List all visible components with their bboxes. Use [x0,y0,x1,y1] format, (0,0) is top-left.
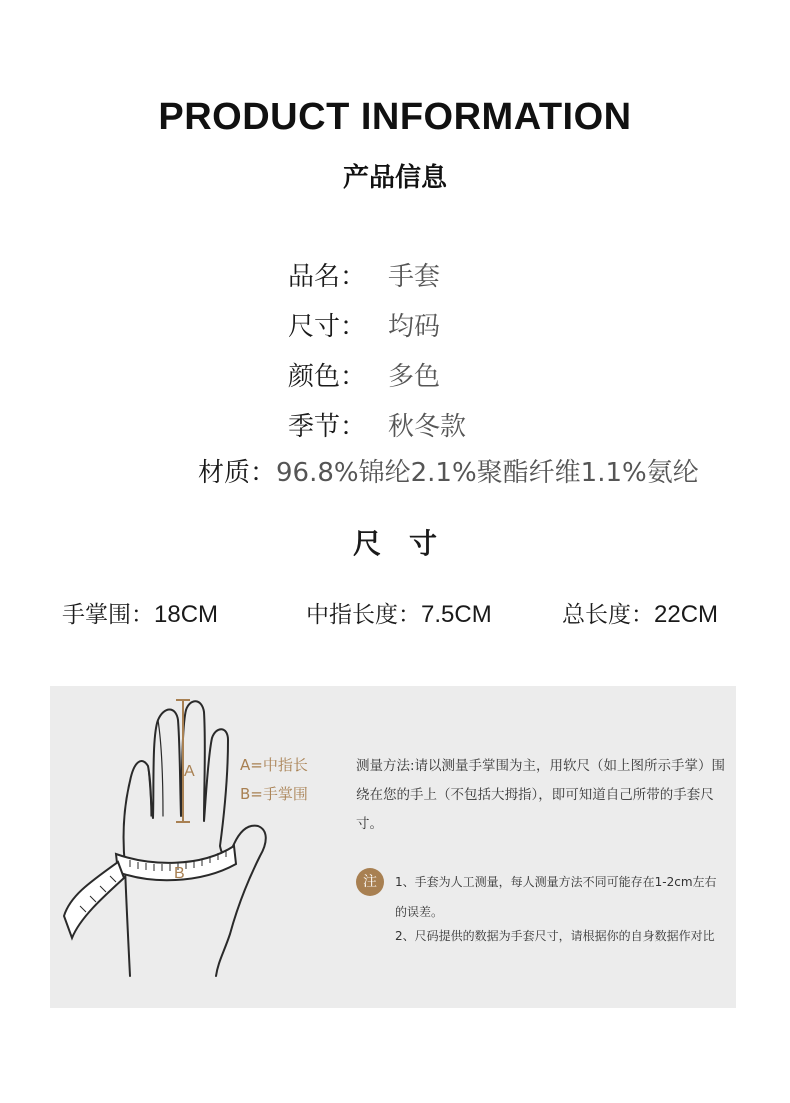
info-row-season [288,406,466,443]
legend-b: B=手掌围 [240,785,308,803]
product-info-list [0,0,790,500]
info-value: 秋冬款 [388,412,467,442]
note-badge: 注 [356,868,384,896]
measure-value: 7.5CM [421,601,492,628]
page-title-cn: 产品信息 [342,163,447,193]
note-2: 2、尺码提供的数据为手套尺寸，请根据你的自身数据作对比 [395,929,715,943]
info-row-color [288,356,440,393]
diagram-mark-b: B [174,865,185,882]
info-row-size [288,306,440,343]
measure-value: 22CM [654,601,719,628]
info-value: 多色 [388,362,441,392]
note-1: 1、手套为人工测量，每人测量方法不同可能存在1-2cm左右的误差。 [395,875,717,919]
measure-value: 18CM [154,601,219,628]
measure-palm [62,596,218,629]
info-row-name [288,256,440,293]
measure-label: 总长度： [562,602,654,628]
info-label: 尺寸： [288,312,367,342]
info-row-material [198,452,699,489]
diagram-mark-a: A [184,763,195,780]
info-value: 96.8%锦纶2.1%聚酯纤维1.1%氨纶 [276,458,699,488]
measure-label: 中指长度： [306,602,421,628]
measurement-method: 测量方法:请以测量手掌围为主，用软尺（如上图所示手掌）围绕在您的手上（不包括大拇指），即可知道自己所带的手套尺寸。 [356,758,726,832]
info-label: 材质： [198,458,277,488]
measure-middle-finger [306,596,492,629]
info-label: 颜色： [288,362,367,392]
measure-label: 手掌围： [62,602,154,628]
info-label: 季节： [288,412,367,442]
info-label: 品名： [288,262,367,292]
hand-illustration [50,686,350,1008]
measure-total-length [562,596,718,629]
size-section-title: 尺寸 [352,527,465,560]
measurement-panel [50,686,736,1008]
info-value: 手套 [388,262,441,292]
info-value: 均码 [388,312,441,342]
page-title-en: PRODUCT INFORMATION [158,96,632,138]
legend-a: A=中指长 [240,756,308,774]
